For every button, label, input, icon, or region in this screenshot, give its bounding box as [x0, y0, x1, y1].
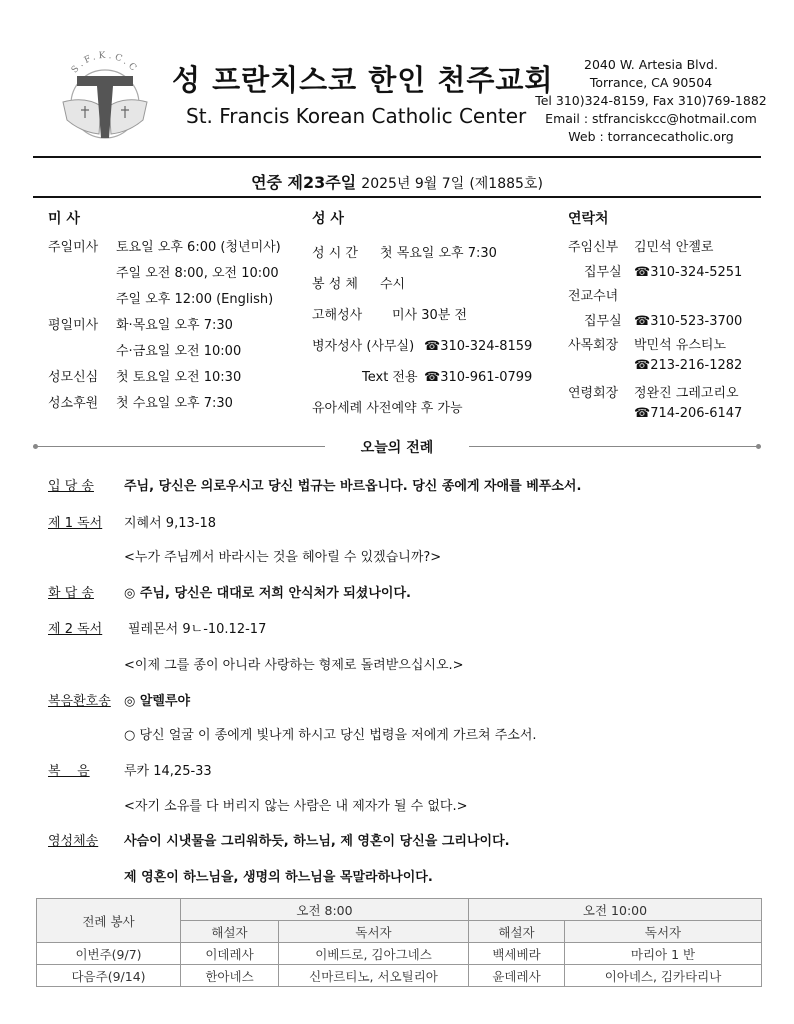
liturgy-title: 오늘의 전례 [360, 440, 434, 456]
website-address[interactable]: Web : torrancecatholic.org [568, 129, 734, 144]
table-header-row [37, 899, 762, 921]
svg-text:S.F.K.C.C [70, 51, 140, 75]
gospel-subtitle: <자기 소유를 다 버리지 않는 사람은 내 제자가 될 수 없다.> [124, 799, 468, 814]
alleluia-text: ◎ 알렐루야 [124, 694, 191, 709]
liturgy-separator [33, 437, 761, 457]
top-divider [33, 156, 761, 158]
separator-line-right [469, 446, 761, 447]
reader-cell: 이아네스, 김카타리나 [565, 965, 762, 987]
commentator-header: 해설자 [181, 921, 279, 943]
reading2-ref: 필레몬서 9ㄴ-10.12-17 [128, 622, 267, 637]
commentator-cell: 한아네스 [181, 965, 279, 987]
communion-text-line1: 사슴이 시냇물을 그리워하듯, 하느님, 제 영혼이 당신을 그리나이다. [124, 834, 510, 849]
mass-row: 주일 오전 8:00, 오전 10:00 [116, 266, 279, 281]
commentator-header: 해설자 [469, 921, 565, 943]
communion-text-line2: 제 영혼이 하느님을, 생명의 하느님을 목말라하나이다. [124, 870, 433, 885]
commentator-cell: 이데레사 [181, 943, 279, 965]
sacrament-row: 봉 성 체 수시 [312, 277, 406, 292]
reading1-subtitle: <누가 주님께서 바라시는 것을 헤아릴 수 있겠습니까?> [124, 550, 442, 565]
alleluia-verse: ○ 당신 얼굴 이 종에게 빛나게 하시고 당신 법령을 저에게 가르쳐 주소서. [124, 728, 537, 743]
mass2-header: 오전 10:00 [469, 899, 762, 921]
logo-text: S.F.K.C.C [69, 50, 141, 76]
reader-cell: 신마르티노, 서오틸리아 [279, 965, 469, 987]
sacraments-section-title: 성 사 [312, 211, 344, 227]
sacrament-row: 병자성사 (사무실) ☎310-324-8159 [312, 339, 533, 354]
sacrament-row: Text 전용 ☎310-961-0799 [362, 370, 533, 385]
reader-header: 독서자 [565, 921, 762, 943]
city-address: Torrance, CA 90504 [589, 75, 713, 90]
table-corner-header: 전례 봉사 [37, 899, 181, 943]
table-row [37, 965, 762, 987]
entrance-label: 입 당 송 [48, 479, 94, 494]
contact-row: 집무실 ☎310-324-5251 [584, 265, 743, 280]
contact-row: 집무실 ☎310-523-3700 [584, 314, 743, 329]
contact-row: 전교수녀 [568, 289, 619, 304]
mass-row: 성소후원 첫 수요일 오후 7:30 [48, 396, 233, 411]
bulletin-date: 2025년 9월 7일 [361, 176, 465, 192]
separator-dot [756, 444, 761, 449]
alleluia-label: 복음환호송 [48, 694, 111, 709]
sacrament-row: 고해성사 미사 30분 전 [312, 308, 468, 323]
contacts-section-title: 연락처 [568, 211, 609, 227]
reader-cell: 마리아 1 반 [565, 943, 762, 965]
sacrament-row: 유아세례 사전예약 후 가능 [312, 401, 463, 416]
reading1-ref: 지혜서 9,13-18 [124, 516, 216, 531]
contact-row: 연령회장 정완진 그레고리오 [568, 386, 739, 401]
email-address[interactable]: Email : stfranciskcc@hotmail.com [545, 111, 757, 126]
table-row [37, 943, 762, 965]
mass-row: 수·금요일 오전 10:00 [116, 344, 242, 359]
psalm-label: 화 답 송 [48, 586, 94, 601]
church-logo [55, 46, 155, 151]
communion-label: 영성체송 [48, 834, 99, 849]
contact-address-block [520, 56, 782, 146]
entrance-text: 주님, 당신은 의로우시고 당신 법규는 바르옵니다. 당신 종에게 자애를 베푸소서. [124, 479, 582, 494]
mass1-header: 오전 8:00 [181, 899, 469, 921]
reader-header: 독서자 [279, 921, 469, 943]
reading2-label: 제 2 독서 [48, 622, 103, 637]
liturgical-service-table [36, 898, 762, 987]
phone-fax: Tel 310)324-8159, Fax 310)769-1882 [535, 93, 767, 108]
separator-line-left [33, 446, 325, 447]
mass-row: 주일 오후 12:00 (English) [116, 292, 274, 307]
issue-number: (제1885호) [469, 176, 543, 192]
week-cell: 다음주(9/14) [37, 965, 181, 987]
sunday-title: 연중 제23주일 [251, 173, 357, 192]
heading-divider [33, 196, 761, 198]
sacrament-row: 성 시 간 첫 목요일 오후 7:30 [312, 246, 497, 261]
reading2-subtitle: <이제 그를 종이 아니라 사랑하는 형제로 돌려받으십시오.> [124, 658, 464, 673]
reading1-label: 제 1 독서 [48, 516, 103, 531]
mass-row: 성모신심 첫 토요일 오전 10:30 [48, 370, 242, 385]
week-cell: 이번주(9/7) [37, 943, 181, 965]
contact-row: 주임신부 김민석 안젤로 [568, 240, 714, 255]
mass-section-title: 미 사 [48, 211, 80, 227]
contact-row: 사목회장 박민석 유스티노 [568, 338, 727, 353]
commentator-cell: 백세베라 [469, 943, 565, 965]
mass-row: 평일미사 화·목요일 오후 7:30 [48, 318, 233, 333]
bulletin-heading [0, 170, 794, 193]
mass-row: 주일미사 토요일 오후 6:00 (청년미사) [48, 240, 281, 255]
contact-row: ☎714-206-6147 [634, 406, 743, 421]
commentator-cell: 윤데레사 [469, 965, 565, 987]
gospel-ref: 루카 14,25-33 [124, 764, 212, 779]
church-name-english: St. Francis Korean Catholic Center [186, 104, 527, 128]
psalm-text: ◎ 주님, 당신은 대대로 저희 안식처가 되셨나이다. [124, 586, 411, 601]
contact-row: ☎213-216-1282 [634, 358, 743, 373]
street-address: 2040 W. Artesia Blvd. [584, 57, 718, 72]
church-name-korean: 성 프란치스코 한인 천주교회 [172, 63, 554, 97]
gospel-label: 복 음 [48, 764, 90, 779]
reader-cell: 이베드로, 김아그네스 [279, 943, 469, 965]
